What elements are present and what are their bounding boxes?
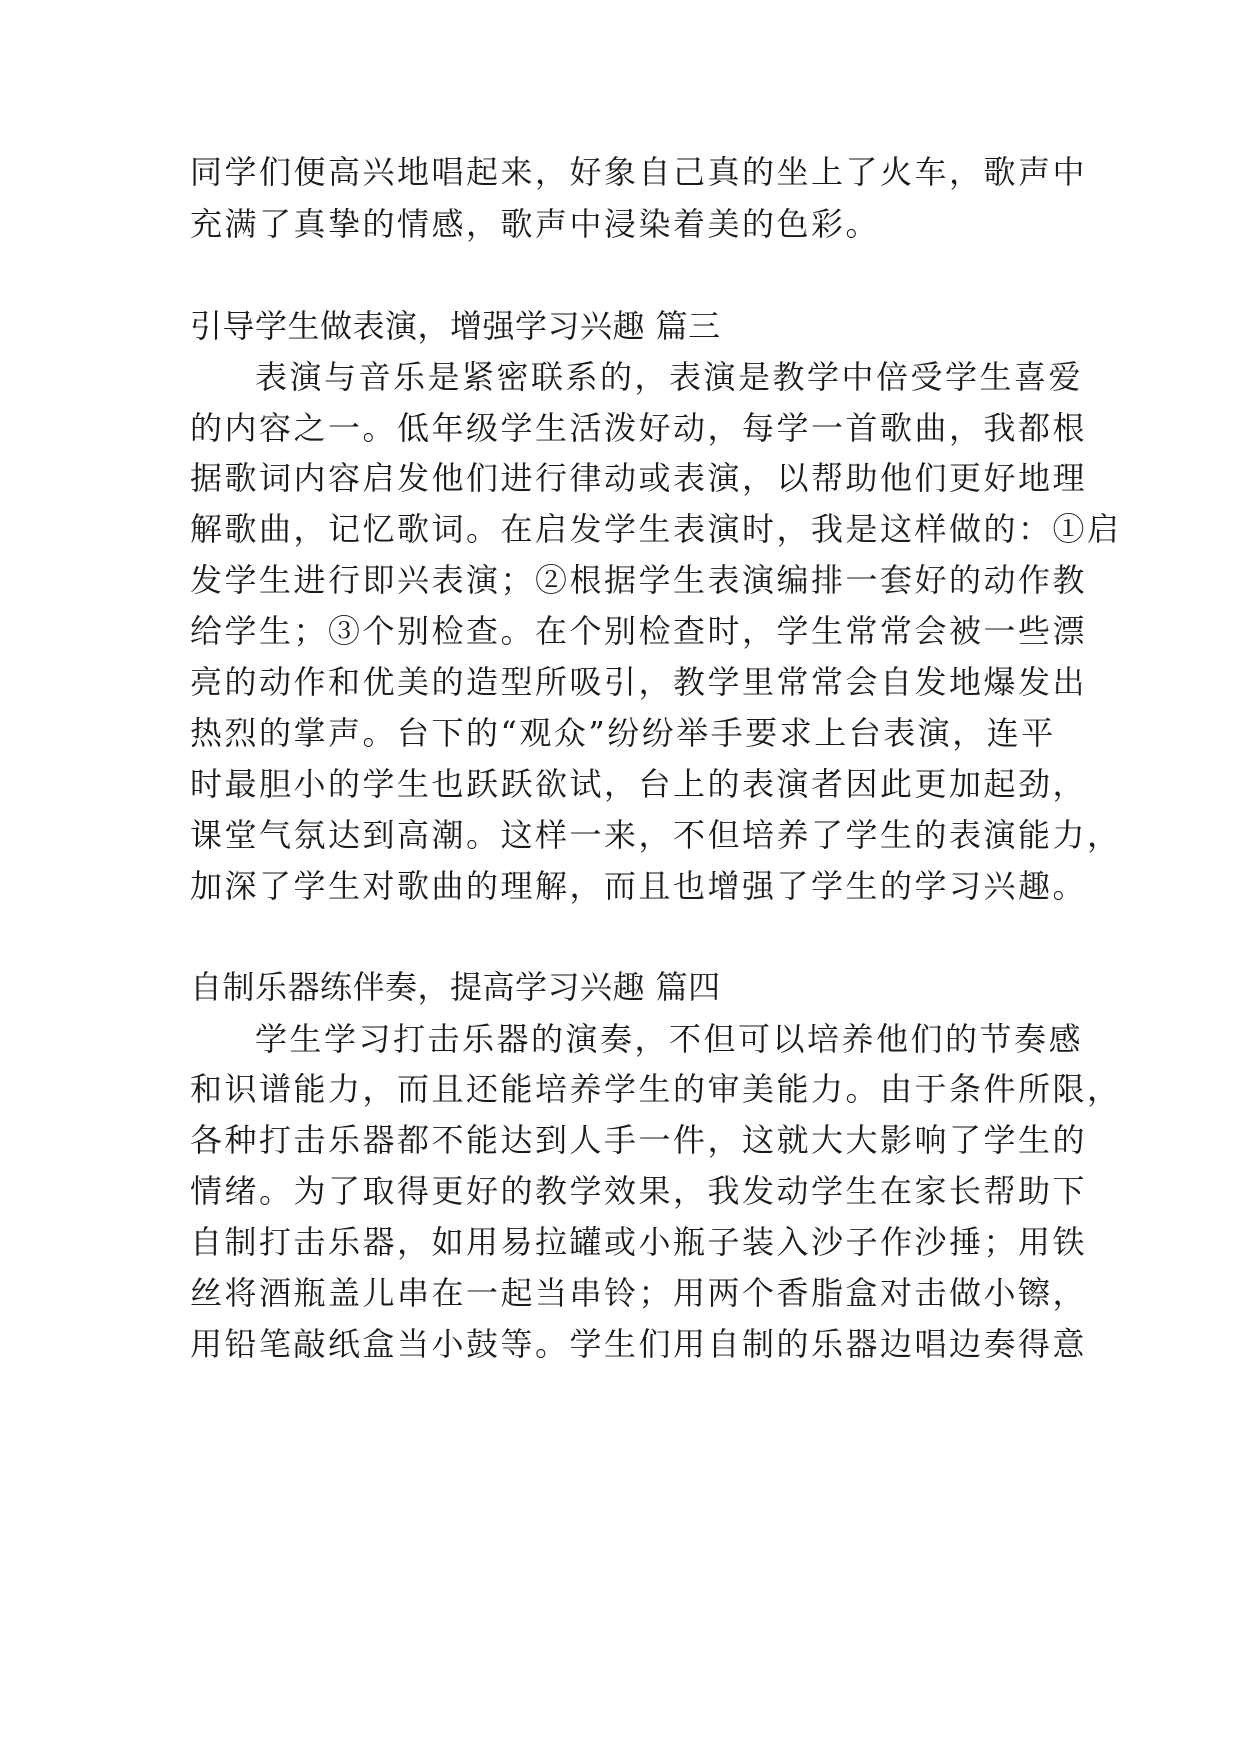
paragraph-line: 亮的动作和优美的造型所吸引，教学里常常会自发地爆发出 <box>190 663 1088 701</box>
paragraph-line: 用铅笔敲纸盒当小鼓等。学生们用自制的乐器边唱边奏得意 <box>190 1325 1088 1363</box>
paragraph-line: 解歌曲，记忆歌词。在启发学生表演时，我是这样做的：①启 <box>190 510 1122 548</box>
paragraph-line: 发学生进行即兴表演；②根据学生表演编排一套好的动作教 <box>190 561 1088 599</box>
paragraph-line: 表演与音乐是紧密联系的，表演是教学中倍受学生喜爱 <box>255 358 1084 396</box>
paragraph-line: 给学生；③个别检查。在个别检查时，学生常常会被一些漂 <box>190 612 1088 650</box>
paragraph-line: 加深了学生对歌曲的理解，而且也增强了学生的学习兴趣。 <box>190 867 1088 905</box>
paragraph-line: 自制打击乐器，如用易拉罐或小瓶子装入沙子作沙捶；用铁 <box>190 1223 1088 1261</box>
section-heading: 自制乐器练伴奏，提高学习兴趣 篇四 <box>190 968 721 1006</box>
paragraph-line: 丝将酒瓶盖儿串在一起当串铃；用两个香脂盒对击做小镲， <box>190 1274 1088 1312</box>
paragraph-line: 各种打击乐器都不能达到人手一件，这就大大影响了学生的 <box>190 1121 1088 1159</box>
paragraph-line: 据歌词内容启发他们进行律动或表演，以帮助他们更好地理 <box>190 459 1088 497</box>
paragraph-line: 学生学习打击乐器的演奏，不但可以培养他们的节奏感 <box>255 1020 1084 1058</box>
paragraph-line: 情绪。为了取得更好的教学效果，我发动学生在家长帮助下 <box>190 1172 1088 1210</box>
paragraph-line: 课堂气氛达到高潮。这样一来，不但培养了学生的表演能力， <box>190 816 1122 854</box>
paragraph-line: 热烈的掌声。台下的“观众”纷纷举手要求上台表演，连平 <box>190 714 1056 752</box>
paragraph-line: 时最胆小的学生也跃跃欲试，台上的表演者因此更加起劲， <box>190 765 1088 803</box>
paragraph-line: 和识谱能力，而且还能培养学生的审美能力。由于条件所限， <box>190 1070 1122 1108</box>
paragraph-line: 同学们便高兴地唱起来，好象自己真的坐上了火车，歌声中 <box>190 153 1088 191</box>
section-heading: 引导学生做表演，增强学习兴趣 篇三 <box>190 307 721 345</box>
paragraph-line: 充满了真挚的情感，歌声中浸染着美的色彩。 <box>190 205 881 243</box>
paragraph-line: 的内容之一。低年级学生活泼好动，每学一首歌曲，我都根 <box>190 409 1088 447</box>
